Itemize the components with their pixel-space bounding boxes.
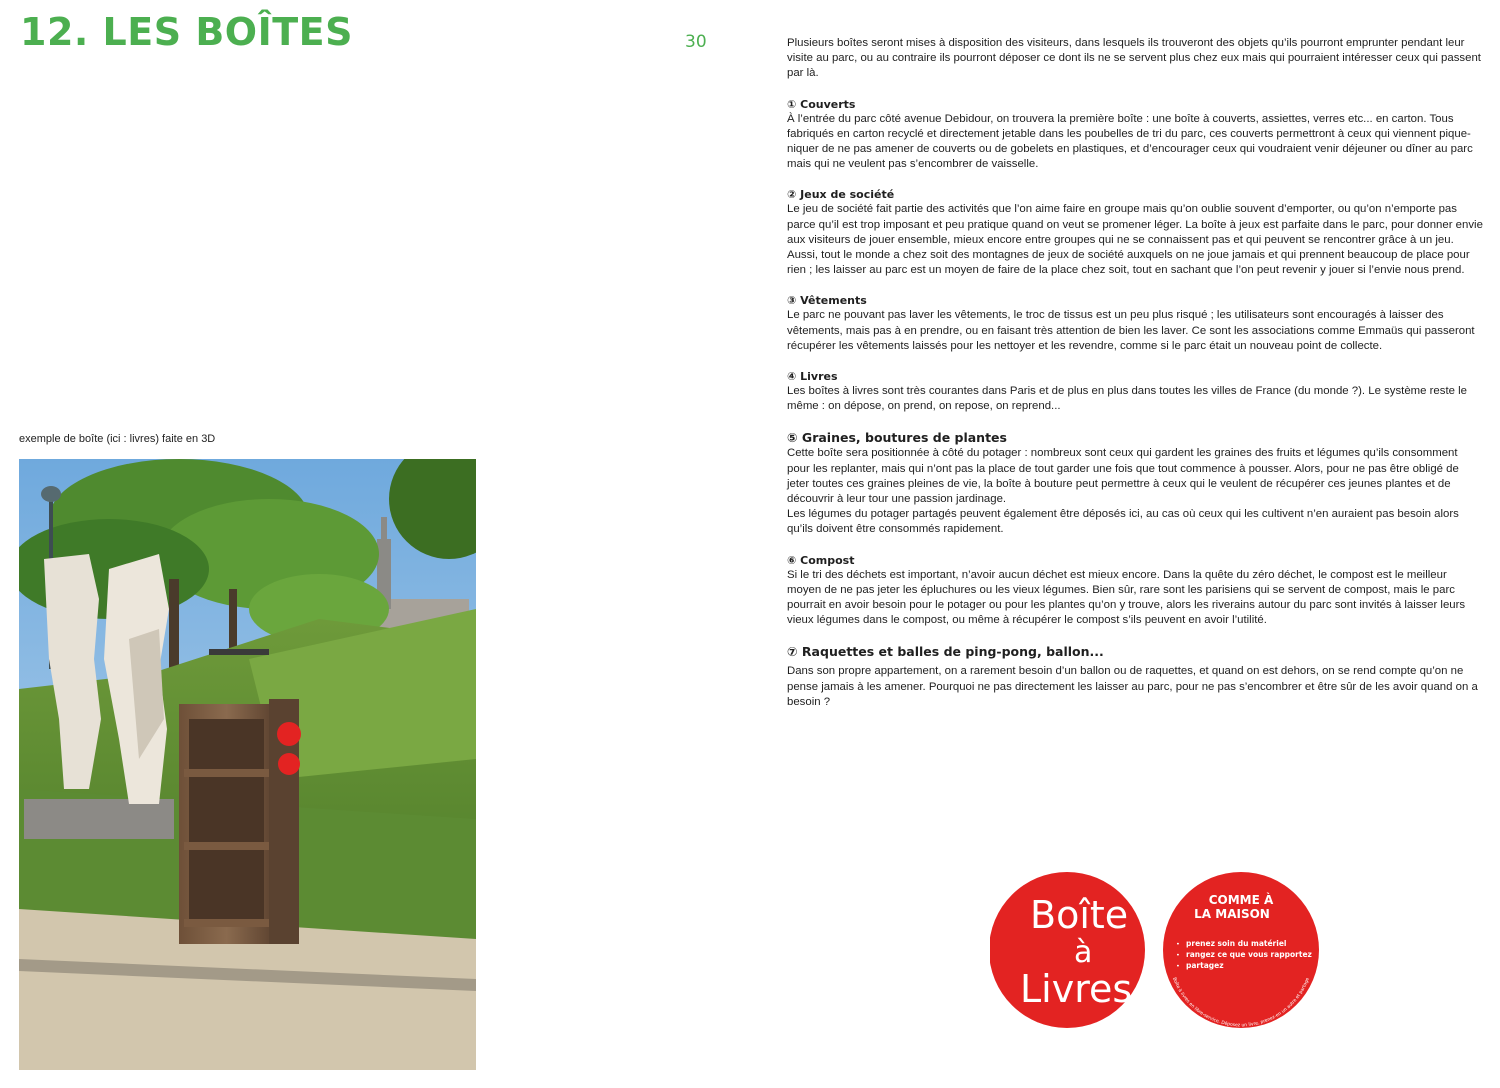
- page-title: 12. LES BOÎTES: [20, 10, 353, 54]
- sticker-title-line1: COMME À: [1208, 893, 1274, 907]
- section-heading: ⑥ Compost: [787, 553, 855, 567]
- section-paragraph: Cette boîte sera positionnée à côté du potager : nombreux sont ceux qui gardent les graines des fruits et légumes qu’ils consomment pour les replanter, mais qui n’ont pas la place de tout garder une fois que tout commence à pousser. Alors, pour ne pas être obligé de jeter toutes ces graines pleines de vie, la boîte à bouture peut permettre à ceux qui le veulent de récupérer ces jeunes plantes et de découvrir à leur tour une passion jardinage.: [787, 447, 1459, 506]
- sticker-logo-line3: Livres: [1020, 967, 1133, 1011]
- section-heading: ① Couverts: [787, 97, 856, 111]
- section-raquettes: [787, 643, 1483, 710]
- section-paragraph: Le jeu de société fait partie des activités que l’on aime faire en groupe mais qu’on oublie souvent d’emporter, ou qu’on n’emporte pas parce qu’il est trop imposant et peu pratique quand on veut se promener léger. La boîte à jeux est parfaite dans le parc, pour donner envie aux visiteurs de jouer ensemble, mieux encore entre groupes qui ne se connaissent pas et qui peuvent se rencontrer grâce à un jeu.: [787, 203, 1483, 246]
- section-paragraph: Le parc ne pouvant pas laver les vêtements, le troc de tissus est un peu plus risqué ; les utilisateurs sont encouragés à laisser des vêtements, mais pas à en prendre, ou en faisant très attention de bien les laver. Ce sont les associations comme Emmaüs qui passeront récupérer les vêtements laissés pour les nettoyer et les revendre, comme si le parc était un nouveau point de collecte.: [787, 309, 1475, 352]
- section-compost: [787, 553, 1483, 629]
- sticker-group: [990, 870, 1320, 1030]
- boite-a-livres-sticker: [990, 872, 1145, 1028]
- section-heading: ⑦ Raquettes et balles de ping-pong, ballon...: [787, 644, 1104, 660]
- sticker-artwork: [990, 870, 1320, 1030]
- sticker-rule-3: partagez: [1186, 961, 1224, 970]
- park-photo: [19, 459, 476, 1070]
- section-graines: [787, 429, 1483, 537]
- section-heading: ③ Vêtements: [787, 294, 867, 308]
- section-paragraph: Si le tri des déchets est important, n’avoir aucun déchet est mieux encore. Dans la quête du zéro déchet, le compost est le meilleur moyen de ne pas jeter les épluchures ou les vieux légumes. Bien sûr, rare sont les parisiens qui se servent de compost, mais le parc pourrait en avoir besoin pour le potager ou pour les plantes qu’on y trouve, alors les riverains autour du parc sont invités à laisser leurs vieux légumes dans le compost, ou même à récupérer le compost s’ils peuvent en avoir l’utilité.: [787, 568, 1466, 627]
- sticker-footer: Boîte à livres en libre-service. Déposez un livre, prenez-en un autre et partage: [1171, 976, 1311, 1029]
- sticker-title-line2: LA MAISON: [1194, 907, 1270, 921]
- section-paragraph: Les boîtes à livres sont très courantes dans Paris et de plus en plus dans toutes les villes de France (du monde ?). Le système reste le même : on dépose, on prend, on repose, on reprend...: [787, 385, 1467, 413]
- section-heading: ⑤ Graines, boutures de plantes: [787, 430, 1007, 446]
- section-jeux: [787, 187, 1483, 278]
- svg-text:•: •: [1176, 962, 1180, 970]
- photo-caption: exemple de boîte (ici : livres) faite en 3D: [19, 433, 216, 445]
- section-couverts: [787, 97, 1483, 173]
- section-paragraph: Les légumes du potager partagés peuvent également être déposés ici, au cas où ceux qui les cultivent n’en auraient pas besoin alors qu’ils doivent être consommés rapidement.: [787, 508, 1459, 536]
- sticker-rule-1: prenez soin du matériel: [1186, 939, 1287, 948]
- section-livres: [787, 369, 1483, 414]
- body-text: [787, 36, 1483, 725]
- svg-text:•: •: [1176, 951, 1180, 959]
- sticker-logo-line2: à: [1074, 935, 1093, 970]
- sticker-logo-line1: Boîte: [1030, 893, 1129, 937]
- section-paragraph: À l’entrée du parc côté avenue Debidour, on trouvera la première boîte : une boîte à couverts, assiettes, verres etc... en carton. Tous fabriqués en carton recyclé et directement jetable dans les poubelles de tri du parc, ces couverts permettront à ceux qui viennent pique-niquer de ne pas amener de couverts ou de gobelets en plastiques, et d’encourager ceux qui voudraient venir déjeuner ou dîner au parc mais qui ne veulent pas s’encombrer de vaisselle.: [787, 112, 1473, 171]
- page-number: 30: [685, 32, 707, 52]
- section-paragraph: Aussi, tout le monde a chez soit des montagnes de jeux de société auxquels on ne joue jamais et qui prennent beaucoup de place pour rien ; les laisser au parc est un moyen de faire de la place chez soit, tout en sachant que l’on peut revenir y jouer si l’envie nous prend.: [787, 249, 1470, 277]
- sticker-rule-2: rangez ce que vous rapportez: [1186, 950, 1312, 959]
- section-paragraph: Dans son propre appartement, on a rarement besoin d’un ballon ou de raquettes, et quand on est dehors, on se rend compte qu’on ne pense jamais à les amener. Pourquoi ne pas directement les laisser au parc, pour ne pas s’encombrer et être sûr de les avoir quand on a besoin ?: [787, 665, 1478, 708]
- section-vetements: [787, 293, 1483, 354]
- intro-paragraph: Plusieurs boîtes seront mises à disposition des visiteurs, dans lesquels ils trouveront des objets qu’ils pourront emprunter pendant leur visite au parc, ou au contraire ils pourront déposer ce dont ils ne se servent plus chez eux mais qui pourraient intéresser ceux qui passent par là.: [787, 37, 1481, 80]
- svg-text:•: •: [1176, 940, 1180, 948]
- section-heading: ④ Livres: [787, 370, 838, 384]
- section-heading: ② Jeux de société: [787, 188, 895, 202]
- park-book-box-illustration: [19, 459, 476, 1070]
